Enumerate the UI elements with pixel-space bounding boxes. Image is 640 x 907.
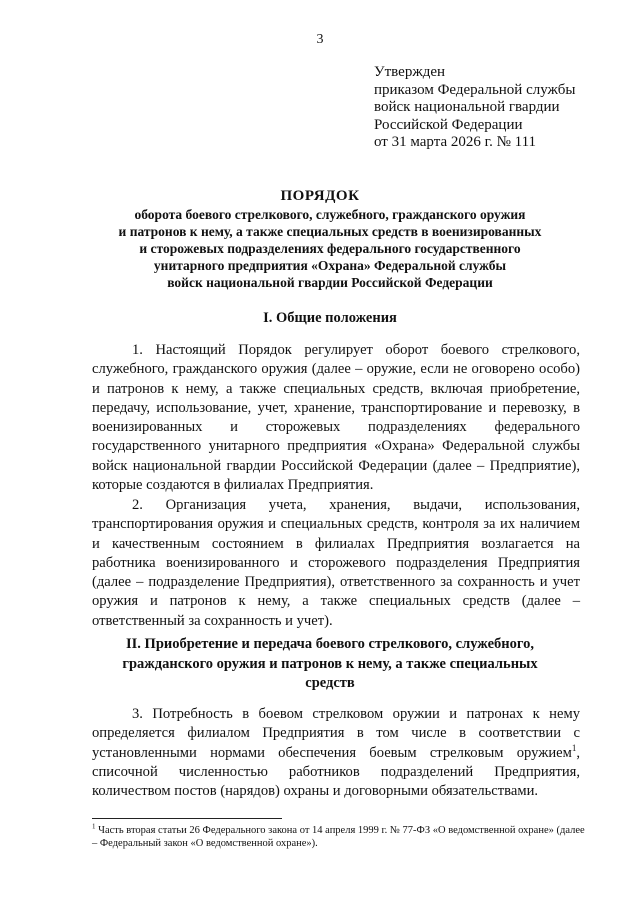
footnote-mark: 1 bbox=[92, 822, 96, 831]
approval-line: приказом Федеральной службы bbox=[374, 81, 576, 98]
approval-line: Российской Федерации bbox=[374, 116, 523, 133]
approval-stamp bbox=[374, 64, 614, 152]
paragraph-3 bbox=[92, 705, 580, 801]
section-heading-line: средств bbox=[305, 675, 355, 691]
approval-line: Утвержден bbox=[374, 64, 446, 80]
paragraph-3-text-after: , списочной численностью работников подразделений Предприятия, количеством постов (нарядов) охраны и договорными обязательствами. bbox=[92, 744, 580, 800]
footnote-reference[interactable]: 1 bbox=[571, 742, 577, 753]
subtitle-line: и патронов к нему, а также специальных средств в военизированных bbox=[118, 224, 542, 239]
footnote-divider bbox=[92, 818, 282, 819]
footnote-text: Часть вторая статьи 26 Федерального закона от 14 апреля 1999 г. № 77-ФЗ «О ведомственной охране» (далее – Федеральный закон «О ведомственной охране»). bbox=[92, 825, 585, 849]
section-heading-2 bbox=[70, 635, 590, 694]
approval-line: от 31 марта 2026 г. № 111 bbox=[374, 134, 537, 150]
page-number: 3 bbox=[316, 32, 324, 47]
paragraph-1: 1. Настоящий Порядок регулирует оборот боевого стрелкового, служебного, гражданского оружия (далее – оружие, если не оговорено особо) и патронов к нему, а также специальных средств, включая приобретение, передачу, использование, учет, хранение, транспортирование и перевозку, в военизированных и сторожевых подразделениях федерального государственного унитарного предприятия «Охрана» Федеральной службы войск национальной гвардии Российской Федерации (далее – Предприятие), которые создаются в филиалах Предприятия. bbox=[92, 342, 580, 494]
subtitle-line: войск национальной гвардии Российской Федерации bbox=[167, 275, 493, 290]
paragraph-2: 2. Организация учета, хранения, выдачи, использования, транспортирования оружия и специальных средств, контроля за их наличием и качественным состоянием в филиалах Предприятия возлагается на работника военизированного и сторожевого подразделения Предприятия (далее – подразделение Предприятия), ответственного за сохранность и учет оружия и патронов к нему, а также специальных средств (далее – ответственный за сохранность и учет). bbox=[92, 497, 580, 629]
paragraph-3-text-before: 3. Потребность в боевом стрелковом оружии и патронах к нему определяется филиалом Предприятия в том числе в соответствии с установленными нормами обеспечения боевым стрелковым оружием bbox=[92, 706, 580, 761]
section-heading-line: II. Приобретение и передача боевого стрелкового, служебного, bbox=[126, 636, 534, 652]
subtitle-line: унитарного предприятия «Охрана» Федеральной службы bbox=[153, 258, 507, 273]
footnote bbox=[92, 824, 592, 850]
section-heading-line: гражданского оружия и патронов к нему, а также специальных bbox=[122, 655, 538, 672]
section-heading-1 bbox=[70, 309, 590, 329]
document-subtitle bbox=[70, 206, 590, 291]
subtitle-line: и сторожевых подразделениях федерального государственного bbox=[139, 241, 521, 256]
subtitle-line: оборота боевого стрелкового, служебного, гражданского оружия bbox=[134, 207, 526, 222]
section-heading-line: I. Общие положения bbox=[263, 310, 397, 326]
document-title: ПОРЯДОК bbox=[280, 188, 360, 204]
approval-line: войск национальной гвардии bbox=[374, 99, 560, 115]
